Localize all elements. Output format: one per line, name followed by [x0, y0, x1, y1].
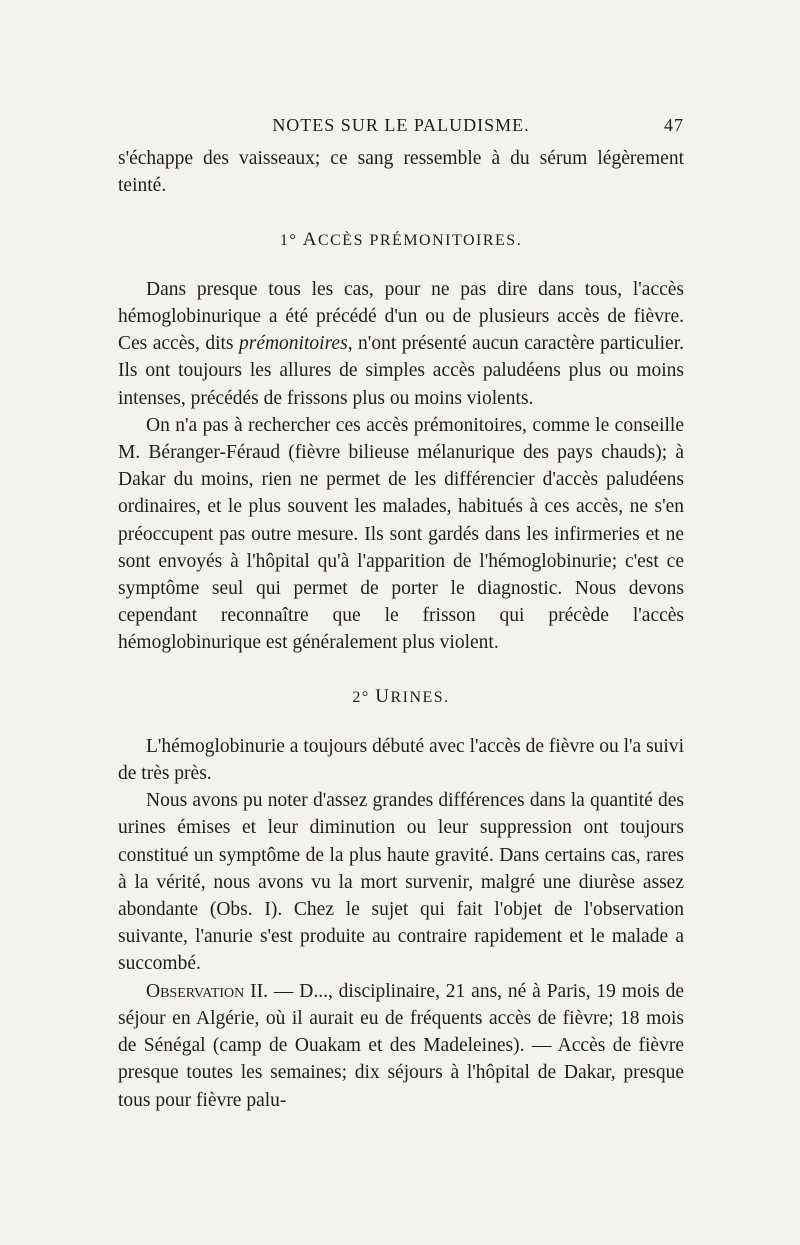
running-title: NOTES SUR LE PALUDISME. [272, 115, 530, 135]
paragraph-observation [118, 978, 684, 1114]
book-page [118, 112, 684, 1114]
section-heading-urines [118, 683, 684, 711]
paragraph-text: II. — D..., disciplinaire, 21 ans, né à Paris, 19 mois de séjour en Algérie, où il aurait eu de fréquents accès de fièvre; 18 mois de Sénégal (camp de Ouakam et des Madeleines). — Accès de fièvre presque toutes les semaines; dix séjours à l'hôpital de Dakar, presque tous pour fièvre palu- [118, 980, 684, 1111]
section-number: 2° [352, 688, 370, 706]
paragraph-text: , n'ont présenté aucun caractère particulier. Ils ont toujours les allures de simples accès paludéens plus ou moins intenses, précédés de frissons plus ou moins violents. [118, 333, 684, 409]
section-initial: U [375, 685, 391, 707]
section-heading-premonitory [118, 226, 684, 254]
paragraph-text: Dans presque tous les cas, pour ne pas dire dans tous, l'accès hémoglobinurique a été précédé d'un ou de plusieurs accès de fièvre. Ces accès, dits [118, 278, 684, 355]
section-heading-text: RINES. [390, 688, 450, 706]
paragraph-continuation: s'échappe des vaisseaux; ce sang ressemble à du sérum légèrement teinté. [118, 148, 684, 197]
paragraph-hemoglobinuria: L'hémoglobinurie a toujours débuté avec l'accès de fièvre ou l'a suivi de très près. [118, 735, 684, 785]
paragraph-urine-quantity: Nous avons pu noter d'assez grandes différences dans la quantité des urines émises et leur diminution ou leur suppression ont toujours constitué un symptôme de la plus haute gravité. Dans certains cas, rares à la vérité, nous avons vu la mort survenir, malgré une diurèse assez abondante (Obs. I). Chez le sujet qui fait l'objet de l'observation suivante, l'anurie s'est produite au contraire rapidement et le malade a succombé. [118, 790, 684, 975]
page-number: 47 [664, 115, 684, 135]
running-head [118, 112, 684, 139]
italic-term: prémonitoires [238, 333, 348, 355]
section-initial: A [302, 228, 318, 250]
paragraph-beranger: On n'a pas à rechercher ces accès prémonitoires, comme le conseille M. Béranger-Féraud (fièvre bilieuse mélanurique des pays chauds); à Dakar du moins, rien ne permet de les différencier d'accès paludéens ordinaires, et le plus souvent les malades, habitués à ces accès, ne s'en préoccupent pas outre mesure. Ils sont gardés dans les infirmeries et ne sont envoyés à l'hôpital qu'à l'apparition de l'hémoglobinurie; c'est ce symptôme seul qui permet de porter le diagnostic. Nous devons cependant reconnaître que le frisson qui précède l'accès hémoglobinurique est généralement plus violent. [118, 414, 684, 654]
observation-label: Observation [146, 980, 245, 1002]
section-number: 1° [279, 231, 298, 249]
section-heading-text: CCÈS PRÉMONITOIRES. [317, 231, 523, 249]
paragraph-premonitory [118, 276, 684, 412]
